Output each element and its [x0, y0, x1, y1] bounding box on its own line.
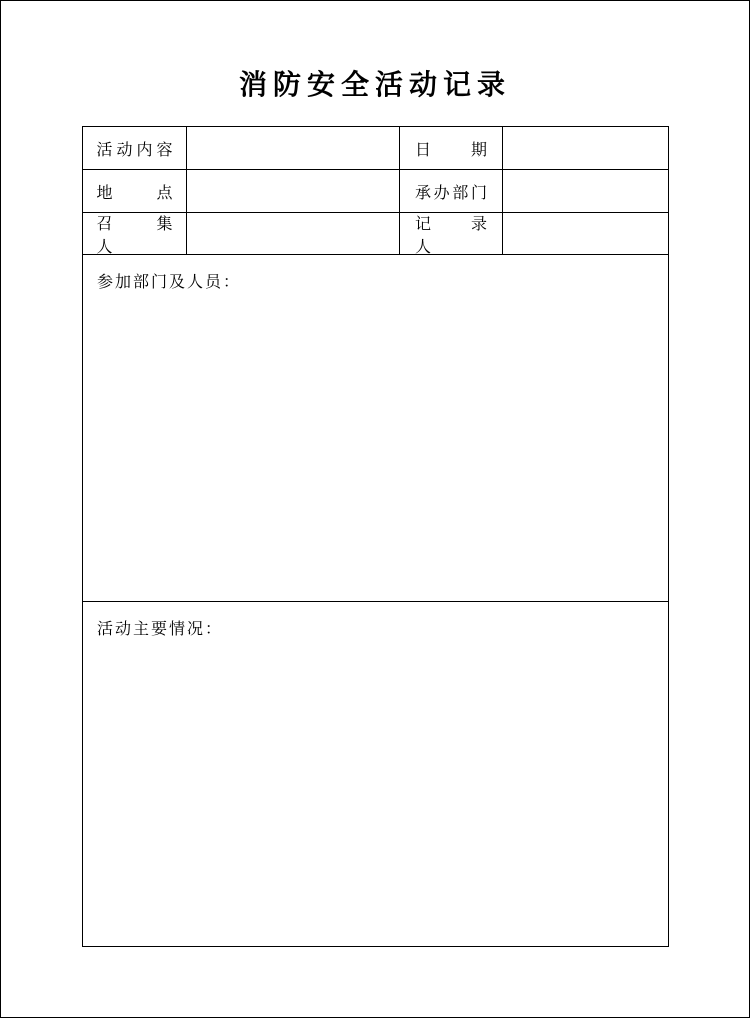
record-table [82, 126, 669, 947]
activity-details-section[interactable] [83, 602, 668, 946]
location-field[interactable] [186, 170, 399, 212]
organizing-department-label: 承办部门 [399, 170, 502, 212]
participants-section[interactable] [83, 255, 668, 602]
table-row [83, 213, 668, 255]
table-row [83, 170, 668, 213]
location-label: 地 点 [96, 182, 173, 202]
organizing-department-field[interactable] [502, 170, 668, 212]
table-row [83, 127, 668, 170]
form-title: 消防安全活动记录 [238, 68, 511, 101]
date-label: 日 期 [399, 127, 502, 169]
convener-label: 召 集 人 [96, 213, 189, 256]
activity-content-field[interactable] [186, 127, 399, 169]
date-field[interactable] [502, 127, 668, 169]
recorder-field[interactable] [502, 213, 668, 254]
activity-details-label: 活动主要情况： [97, 619, 224, 638]
convener-field[interactable] [186, 213, 399, 254]
recorder-label: 记 录 人 [399, 213, 502, 254]
participants-label: 参加部门及人员： [97, 272, 242, 291]
activity-content-label: 活动内容 [96, 139, 173, 159]
